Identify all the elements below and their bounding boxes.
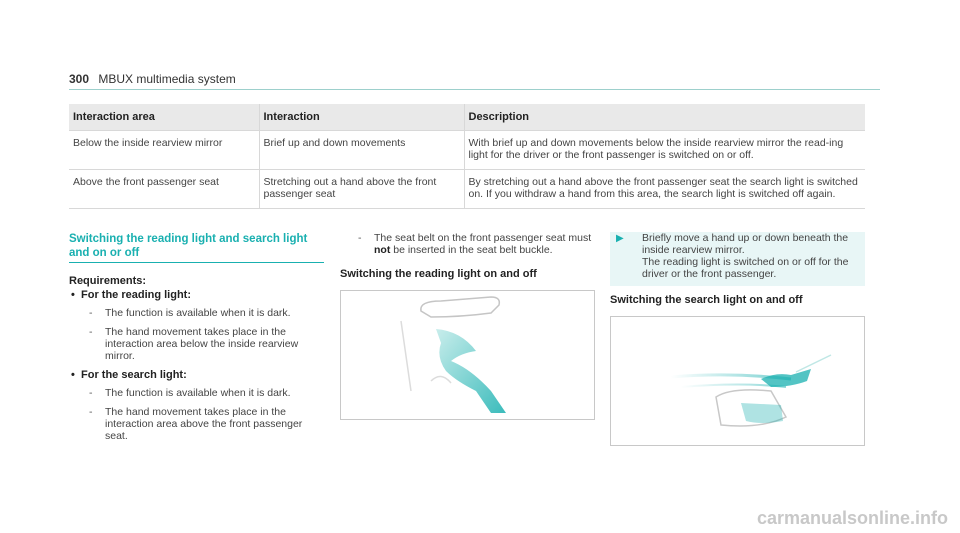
page-header — [69, 72, 236, 86]
left-column — [69, 232, 324, 449]
search-light-label: • For the search light: — [69, 369, 324, 381]
step-text: Briefly move a hand up or down beneath the inside rearview mirror. — [642, 232, 849, 256]
section-title: Switching the reading light and search light and on or off — [69, 232, 324, 263]
search-light-drawing — [611, 317, 864, 445]
page-number: 300 — [69, 72, 90, 86]
table-cell: By stretching out a hand above the front passenger seat the search light is switched on. If you withdraw a hand from this area, the search light is switched off again. — [464, 170, 865, 209]
search-light-illustration — [610, 316, 865, 446]
list-item: - The hand movement takes place in the interaction area below the inside rearview mirror. — [69, 326, 324, 362]
right-column — [610, 232, 865, 446]
search-light-heading: Switching the search light on and off — [610, 294, 803, 306]
instruction-step — [610, 232, 865, 286]
column-header: Description — [464, 104, 865, 131]
reading-light-drawing — [341, 291, 594, 419]
seatbelt-requirement — [340, 232, 595, 256]
interaction-table — [69, 104, 865, 209]
table-row — [69, 170, 865, 209]
seatbelt-text-bold: not — [374, 244, 391, 256]
watermark: carmanualsonline.info — [756, 508, 948, 528]
list-item: - The hand movement takes place in the interaction area above the front passenger seat. — [69, 406, 324, 442]
list-item: - The function is available when it is dark. — [69, 307, 324, 319]
reading-light-heading: Switching the reading light on and off — [340, 268, 537, 280]
middle-column — [340, 232, 595, 420]
table-cell: Below the inside rearview mirror — [69, 131, 259, 170]
step-result-text: The reading light is switched on or off for the driver or the front passenger. — [642, 256, 849, 280]
requirements-label: Requirements: — [69, 275, 147, 287]
table-cell: Stretching out a hand above the front passenger seat — [259, 170, 464, 209]
table-row — [69, 131, 865, 170]
table-cell: With brief up and down movements below the inside rearview mirror the read-ing light for the driver or the front passenger is switched on or off. — [464, 131, 865, 170]
step-arrow-icon: ▶ — [616, 233, 624, 244]
column-header: Interaction area — [69, 104, 259, 131]
seatbelt-text-pre: The seat belt on the front passenger seat must — [374, 232, 592, 244]
page-title: MBUX multimedia system — [98, 72, 236, 86]
table-cell: Brief up and down movements — [259, 131, 464, 170]
table-header-row — [69, 104, 865, 131]
column-header: Interaction — [259, 104, 464, 131]
seatbelt-text-post: be inserted in the seat belt buckle. — [393, 244, 553, 256]
reading-light-label: • For the reading light: — [69, 289, 324, 301]
table-cell: Above the front passenger seat — [69, 170, 259, 209]
header-divider — [69, 89, 880, 90]
list-item: - The function is available when it is dark. — [69, 387, 324, 399]
reading-light-illustration — [340, 290, 595, 420]
